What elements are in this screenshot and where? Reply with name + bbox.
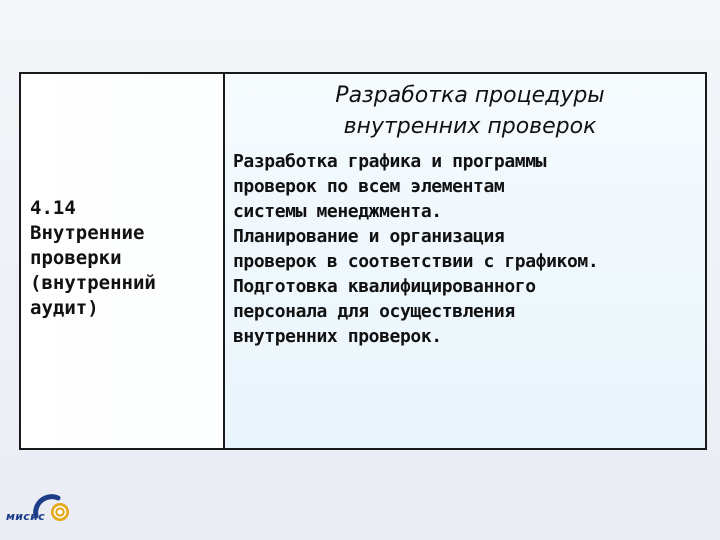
description-cell (225, 74, 705, 448)
procedure-description: Разработка графика и программы проверок по всем элементам системы менеджмента. Планирование и организация проверок в соответствии с графиком. Подготовка квалифицированного персонала для осуществления внутренних проверок. (233, 151, 599, 347)
section-number-title: 4.14 Внутренние проверки (внутренний аудит) (30, 197, 156, 319)
misis-logo (6, 492, 70, 532)
section-cell (21, 74, 225, 448)
logo-text: мисис (6, 510, 45, 523)
content-table (19, 72, 707, 450)
procedure-title: Разработка процедуры внутренних проверок (335, 83, 605, 139)
